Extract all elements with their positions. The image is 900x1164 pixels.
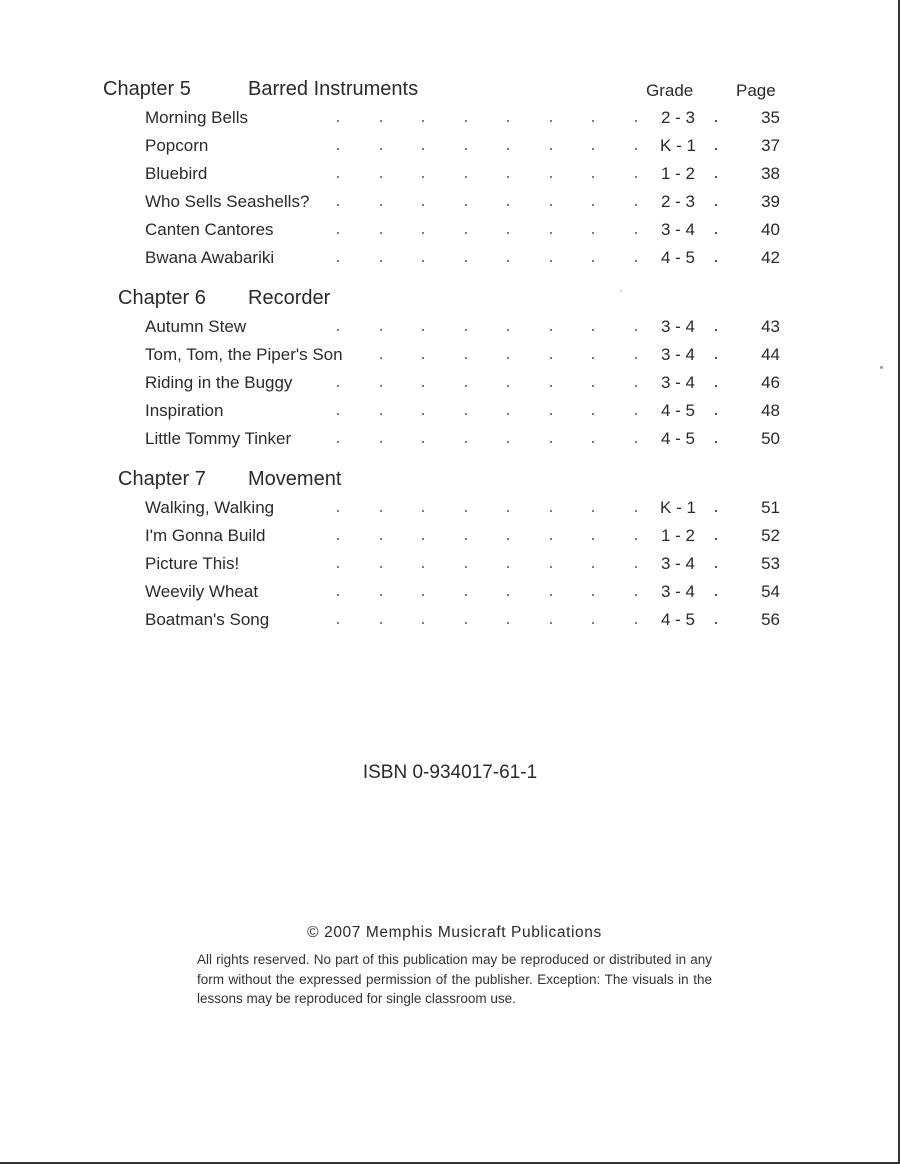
- leader-dot: [635, 148, 637, 150]
- chapter-entries: [0, 313, 900, 453]
- dot-leaders: [250, 578, 650, 606]
- leader-dot: [635, 441, 637, 443]
- leader-dot: [550, 260, 552, 262]
- toc-entry: [0, 188, 900, 216]
- entry-title: Inspiration: [145, 397, 225, 425]
- toc-entry: [0, 578, 900, 606]
- leader-dot: [715, 385, 717, 387]
- leader-dot: [715, 204, 717, 206]
- leader-dot: [465, 260, 467, 262]
- chapter-entries: [0, 494, 900, 634]
- entry-grade: 3 - 4: [660, 345, 696, 364]
- leader-dot: [592, 413, 594, 415]
- leader-dot: [380, 120, 382, 122]
- leader-dot: [592, 329, 594, 331]
- leader-dot: [507, 594, 509, 596]
- leader-dot: [715, 566, 717, 568]
- entry-title: Tom, Tom, the Piper's Son: [145, 341, 345, 369]
- rights-notice: All rights reserved. No part of this publication may be reproduced or distributed in any form without the expressed permission of the publisher. Exception: The visuals in the lessons may be reproduced for single classroom use.: [197, 952, 712, 1006]
- entry-page-number: 52: [761, 526, 780, 545]
- entry-title: I'm Gonna Build: [145, 522, 267, 550]
- leader-dot: [507, 120, 509, 122]
- leader-dot: [592, 594, 594, 596]
- leader-dot: [550, 176, 552, 178]
- leader-dot: [337, 441, 339, 443]
- leader-dot: [550, 385, 552, 387]
- dot-leaders: [250, 216, 650, 244]
- toc-entry: [0, 369, 900, 397]
- leader-dot: [465, 510, 467, 512]
- leader-dot: [507, 260, 509, 262]
- entry-grade: 1 - 2: [660, 526, 696, 545]
- chapter-entries: [0, 104, 900, 272]
- leader-dot: [550, 538, 552, 540]
- entry-page-number: 54: [761, 582, 780, 601]
- leader-dot: [592, 385, 594, 387]
- leader-dot: [592, 510, 594, 512]
- entry-grade: 4 - 5: [660, 401, 696, 420]
- leader-dot: [422, 441, 424, 443]
- leader-dot: [380, 385, 382, 387]
- entry-title: Morning Bells: [145, 104, 250, 132]
- leader-dot: [422, 413, 424, 415]
- scan-speck: [880, 366, 883, 369]
- entry-title: Canten Cantores: [145, 216, 276, 244]
- leader-dot: [337, 148, 339, 150]
- leader-dot: [507, 329, 509, 331]
- dot-leaders: [250, 132, 650, 160]
- leader-dot: [550, 204, 552, 206]
- leader-dot: [635, 385, 637, 387]
- chapter-6-section: [0, 283, 900, 453]
- leader-dot: [592, 357, 594, 359]
- leader-dot: [715, 538, 717, 540]
- entry-page-number: 44: [761, 345, 780, 364]
- leader-dot: [337, 204, 339, 206]
- leader-dot: [507, 413, 509, 415]
- leader-dot: [465, 594, 467, 596]
- toc-entry: [0, 160, 900, 188]
- toc-entry: [0, 244, 900, 272]
- toc-entry: [0, 104, 900, 132]
- leader-dot: [592, 232, 594, 234]
- leader-dot: [592, 148, 594, 150]
- leader-dot: [380, 594, 382, 596]
- leader-dot: [715, 413, 717, 415]
- leader-dot: [550, 413, 552, 415]
- leader-dot: [422, 594, 424, 596]
- leader-dot: [635, 120, 637, 122]
- leader-dot: [550, 120, 552, 122]
- leader-dot: [380, 566, 382, 568]
- leader-dot: [465, 566, 467, 568]
- leader-dot: [550, 510, 552, 512]
- toc-entry: [0, 494, 900, 522]
- entry-grade: K - 1: [660, 136, 696, 155]
- leader-dot: [715, 329, 717, 331]
- leader-dot: [337, 622, 339, 624]
- leader-dot: [592, 622, 594, 624]
- leader-dot: [465, 232, 467, 234]
- entry-title: Walking, Walking: [145, 494, 276, 522]
- leader-dot: [592, 204, 594, 206]
- dot-leaders: [250, 313, 650, 341]
- leader-dot: [715, 441, 717, 443]
- toc-entry: [0, 550, 900, 578]
- entry-page-number: 39: [761, 192, 780, 211]
- chapter-heading: [0, 283, 900, 313]
- page-column-header: Page: [736, 81, 776, 100]
- leader-dot: [422, 357, 424, 359]
- entry-page-number: 42: [761, 248, 780, 267]
- leader-dot: [337, 538, 339, 540]
- leader-dot: [422, 204, 424, 206]
- leader-dot: [422, 232, 424, 234]
- entry-page-number: 40: [761, 220, 780, 239]
- entry-title: Who Sells Seashells?: [145, 188, 311, 216]
- entry-grade: 2 - 3: [660, 192, 696, 211]
- leader-dot: [465, 176, 467, 178]
- leader-dot: [422, 622, 424, 624]
- leader-dot: [715, 260, 717, 262]
- leader-dot: [422, 148, 424, 150]
- entry-grade: 1 - 2: [660, 164, 696, 183]
- leader-dot: [380, 413, 382, 415]
- leader-dot: [337, 594, 339, 596]
- leader-dot: [507, 148, 509, 150]
- toc-entry: [0, 397, 900, 425]
- leader-dot: [422, 260, 424, 262]
- leader-dot: [422, 385, 424, 387]
- leader-dot: [507, 385, 509, 387]
- leader-dot: [507, 510, 509, 512]
- dot-leaders: [250, 104, 650, 132]
- entry-title: Picture This!: [145, 550, 241, 578]
- copyright-line: © 2007 Memphis Musicraft Publications: [307, 924, 602, 941]
- leader-dot: [422, 510, 424, 512]
- leader-dot: [635, 413, 637, 415]
- leader-dot: [380, 329, 382, 331]
- toc-entry: [0, 341, 900, 369]
- leader-dot: [635, 232, 637, 234]
- entry-grade: 4 - 5: [660, 429, 696, 448]
- leader-dot: [592, 441, 594, 443]
- leader-dot: [337, 260, 339, 262]
- entry-page-number: 56: [761, 610, 780, 629]
- leader-dot: [507, 538, 509, 540]
- leader-dot: [380, 232, 382, 234]
- toc-entry: [0, 132, 900, 160]
- leader-dot: [465, 329, 467, 331]
- entry-page-number: 48: [761, 401, 780, 420]
- leader-dot: [422, 176, 424, 178]
- entry-title: Bluebird: [145, 160, 209, 188]
- entry-grade: 3 - 4: [660, 317, 696, 336]
- leader-dot: [550, 622, 552, 624]
- leader-dot: [380, 204, 382, 206]
- entry-title: Little Tommy Tinker: [145, 425, 293, 453]
- leader-dot: [635, 260, 637, 262]
- leader-dot: [550, 441, 552, 443]
- dot-leaders: [250, 397, 650, 425]
- leader-dot: [337, 566, 339, 568]
- isbn-text: ISBN 0-934017-61-1: [362, 762, 538, 783]
- entry-title: Autumn Stew: [145, 313, 248, 341]
- leader-dot: [465, 148, 467, 150]
- leader-dot: [592, 260, 594, 262]
- isbn: [0, 762, 900, 784]
- leader-dot: [337, 413, 339, 415]
- entry-title: Popcorn: [145, 132, 210, 160]
- entry-page-number: 35: [761, 108, 780, 127]
- leader-dot: [635, 538, 637, 540]
- leader-dot: [465, 385, 467, 387]
- leader-dot: [422, 566, 424, 568]
- leader-dot: [422, 329, 424, 331]
- leader-dot: [550, 148, 552, 150]
- entry-page-number: 53: [761, 554, 780, 573]
- entry-grade: 4 - 5: [660, 248, 696, 267]
- chapter-heading: [0, 464, 900, 494]
- leader-dot: [507, 566, 509, 568]
- chapter-number: Chapter 7: [118, 468, 206, 490]
- entry-title: Weevily Wheat: [145, 578, 260, 606]
- leader-dot: [337, 232, 339, 234]
- leader-dot: [337, 120, 339, 122]
- leader-dot: [715, 148, 717, 150]
- leader-dot: [337, 329, 339, 331]
- leader-dot: [592, 120, 594, 122]
- leader-dot: [635, 176, 637, 178]
- leader-dot: [465, 357, 467, 359]
- dot-leaders: [250, 522, 650, 550]
- chapter-7-section: [0, 464, 900, 634]
- leader-dot: [422, 120, 424, 122]
- leader-dot: [635, 622, 637, 624]
- leader-dot: [380, 441, 382, 443]
- leader-dot: [550, 232, 552, 234]
- chapter-title: Movement: [248, 468, 342, 490]
- leader-dot: [465, 538, 467, 540]
- entry-grade: 4 - 5: [660, 610, 696, 629]
- grade-column-header: Grade: [646, 81, 694, 100]
- entry-title: Bwana Awabariki: [145, 244, 276, 272]
- toc-entry: [0, 313, 900, 341]
- leader-dot: [715, 232, 717, 234]
- entry-title: Riding in the Buggy: [145, 369, 294, 397]
- dot-leaders: [250, 244, 650, 272]
- leader-dot: [380, 510, 382, 512]
- chapter-title: Recorder: [248, 287, 331, 309]
- leader-dot: [507, 441, 509, 443]
- leader-dot: [337, 176, 339, 178]
- entry-page-number: 37: [761, 136, 780, 155]
- leader-dot: [337, 510, 339, 512]
- leader-dot: [550, 594, 552, 596]
- leader-dot: [507, 357, 509, 359]
- leader-dot: [422, 538, 424, 540]
- leader-dot: [715, 594, 717, 596]
- dot-leaders: [250, 550, 650, 578]
- entry-page-number: 43: [761, 317, 780, 336]
- leader-dot: [465, 120, 467, 122]
- entry-grade: 2 - 3: [660, 108, 696, 127]
- dot-leaders: [250, 494, 650, 522]
- leader-dot: [380, 357, 382, 359]
- toc-entry: [0, 606, 900, 634]
- entry-title: Boatman's Song: [145, 606, 271, 634]
- dot-leaders: [250, 369, 650, 397]
- leader-dot: [380, 622, 382, 624]
- dot-leaders: [250, 606, 650, 634]
- scan-speck: [620, 290, 622, 292]
- leader-dot: [550, 566, 552, 568]
- leader-dot: [635, 357, 637, 359]
- leader-dot: [635, 329, 637, 331]
- leader-dot: [592, 566, 594, 568]
- leader-dot: [465, 441, 467, 443]
- entry-grade: 3 - 4: [660, 554, 696, 573]
- entry-page-number: 38: [761, 164, 780, 183]
- leader-dot: [380, 538, 382, 540]
- chapter-5-section: [0, 74, 900, 272]
- leader-dot: [715, 510, 717, 512]
- toc-entry: [0, 522, 900, 550]
- leader-dot: [465, 204, 467, 206]
- entry-grade: K - 1: [660, 498, 696, 517]
- leader-dot: [380, 148, 382, 150]
- chapter-number: Chapter 6: [118, 287, 206, 309]
- entry-grade: 3 - 4: [660, 220, 696, 239]
- chapter-heading: [0, 74, 900, 104]
- leader-dot: [507, 232, 509, 234]
- entry-page-number: 46: [761, 373, 780, 392]
- leader-dot: [465, 413, 467, 415]
- chapter-title: Barred Instruments: [248, 78, 419, 100]
- leader-dot: [507, 204, 509, 206]
- entry-page-number: 50: [761, 429, 780, 448]
- leader-dot: [550, 357, 552, 359]
- copyright-block: [197, 924, 712, 1009]
- leader-dot: [380, 260, 382, 262]
- leader-dot: [592, 538, 594, 540]
- entry-grade: 3 - 4: [660, 373, 696, 392]
- leader-dot: [550, 329, 552, 331]
- toc-entry: [0, 425, 900, 453]
- leader-dot: [465, 622, 467, 624]
- leader-dot: [507, 622, 509, 624]
- leader-dot: [635, 510, 637, 512]
- chapter-number: Chapter 5: [103, 78, 191, 100]
- leader-dot: [715, 120, 717, 122]
- leader-dot: [635, 204, 637, 206]
- entry-page-number: 51: [761, 498, 780, 517]
- leader-dot: [592, 176, 594, 178]
- leader-dot: [635, 566, 637, 568]
- dot-leaders: [250, 425, 650, 453]
- toc-entry: [0, 216, 900, 244]
- leader-dot: [715, 357, 717, 359]
- leader-dot: [507, 176, 509, 178]
- leader-dot: [337, 385, 339, 387]
- dot-leaders: [250, 160, 650, 188]
- leader-dot: [715, 176, 717, 178]
- leader-dot: [715, 622, 717, 624]
- leader-dot: [635, 594, 637, 596]
- entry-grade: 3 - 4: [660, 582, 696, 601]
- leader-dot: [380, 176, 382, 178]
